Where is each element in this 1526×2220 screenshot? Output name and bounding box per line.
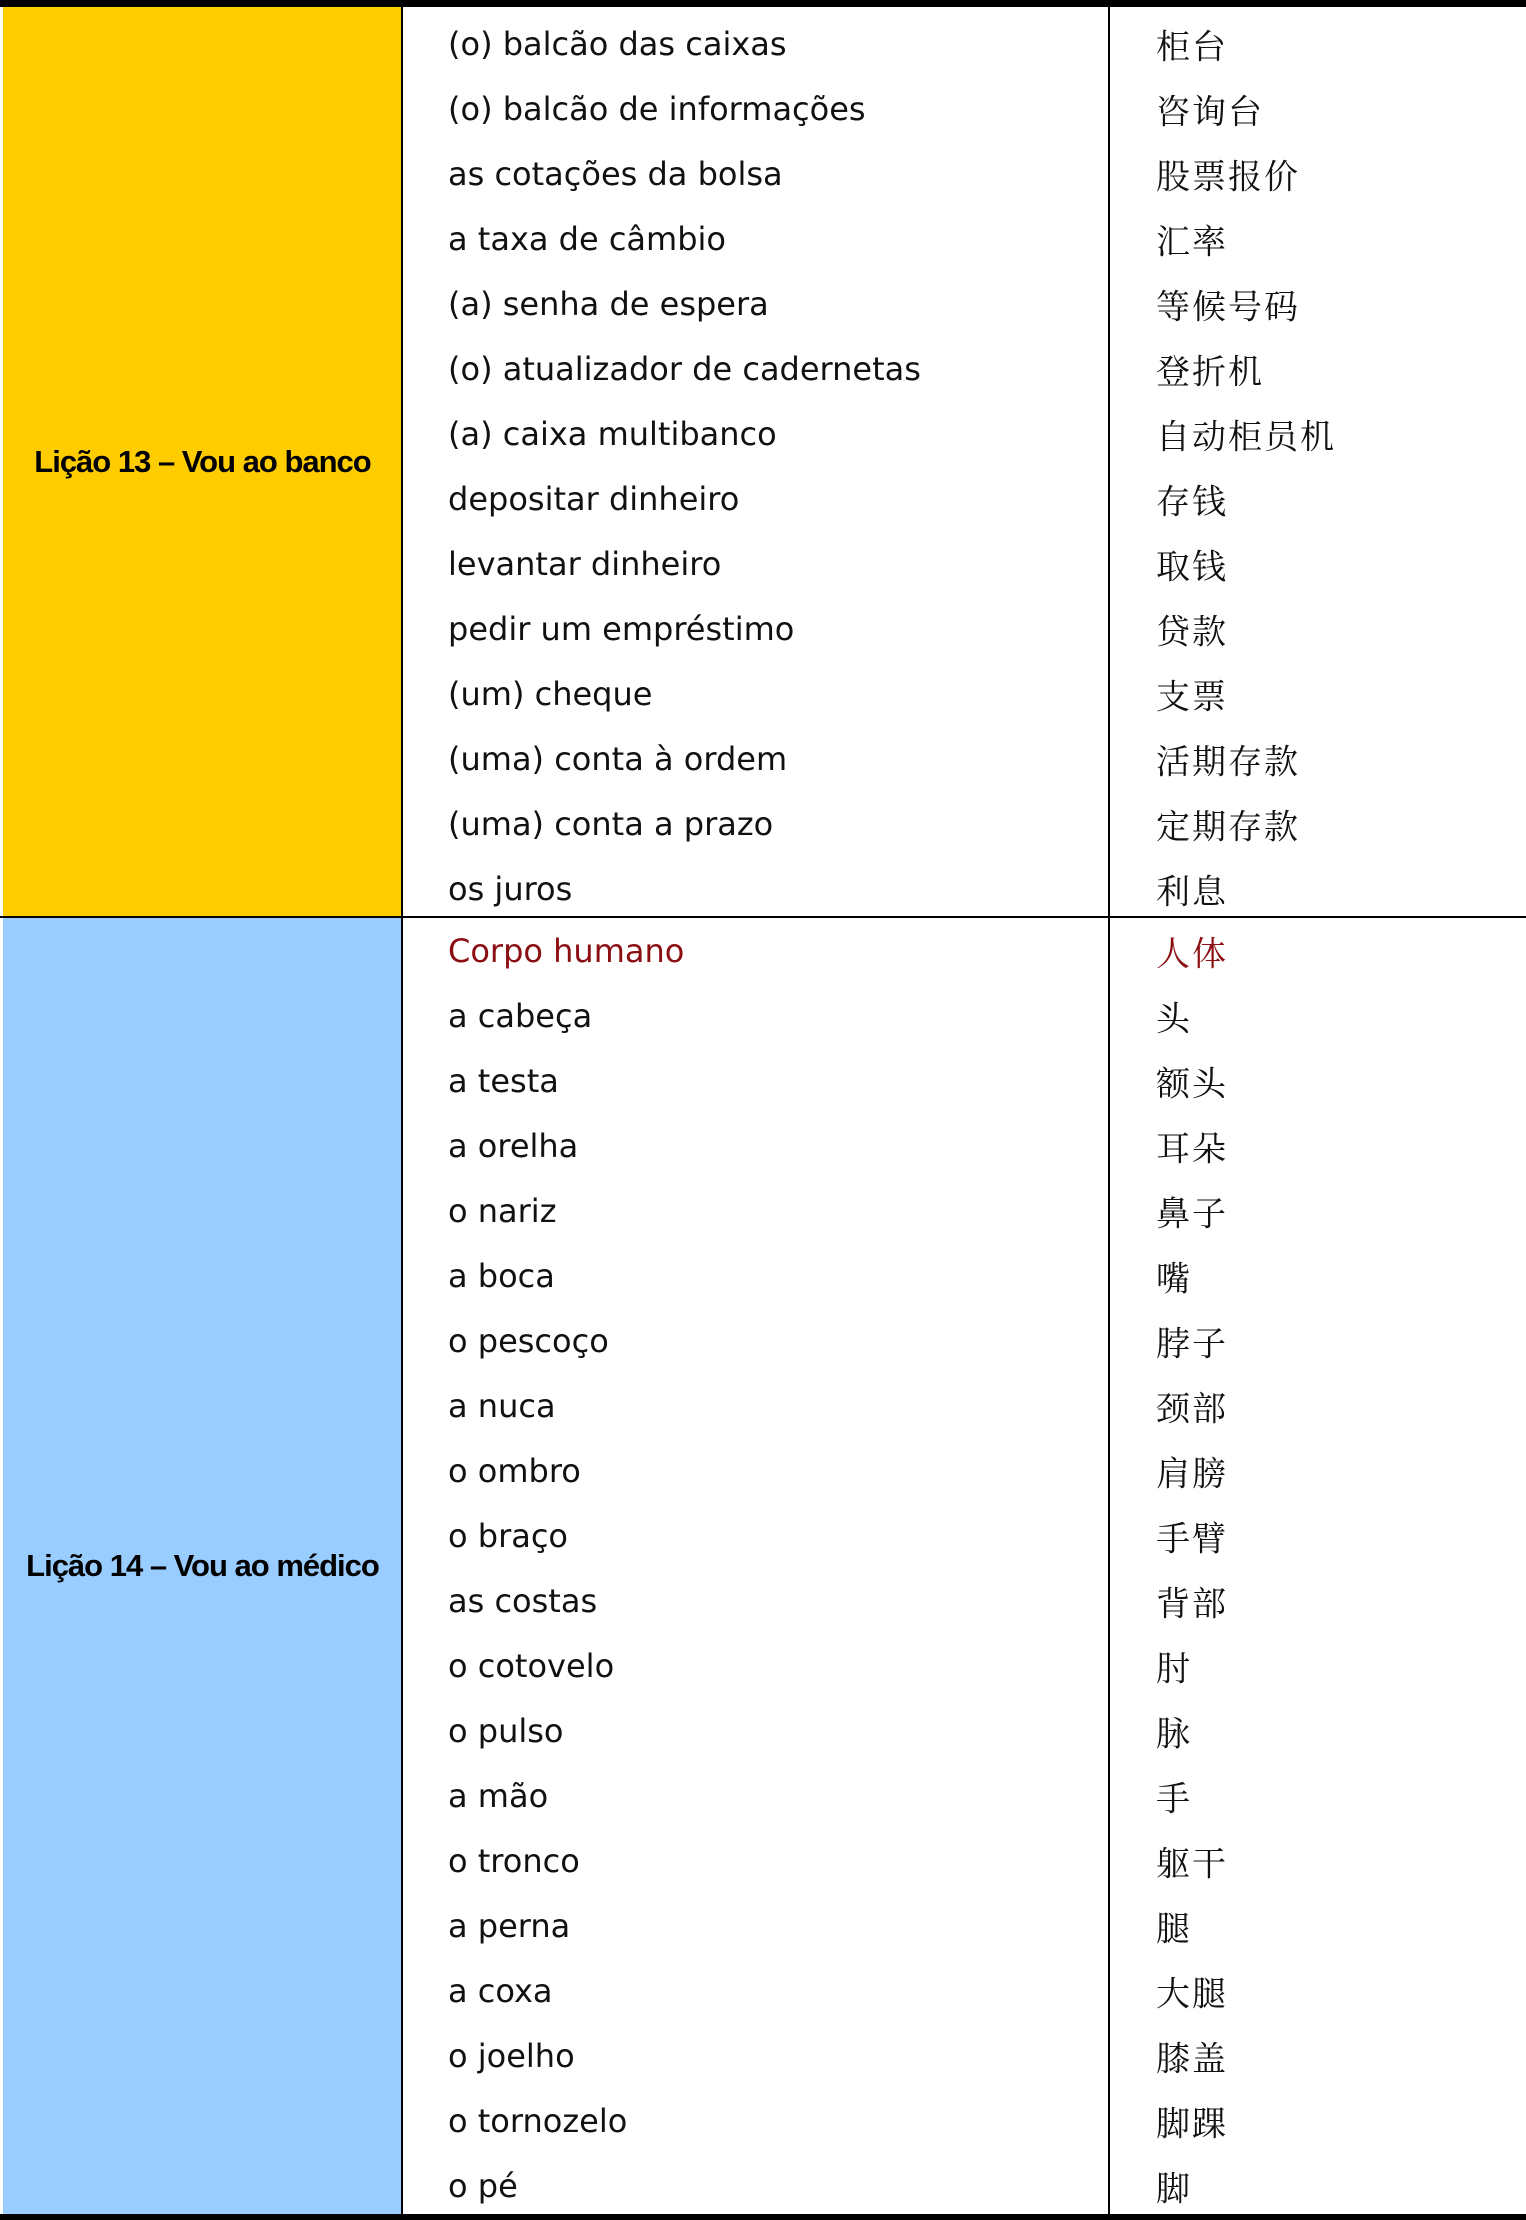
- vocab-heading-row: [403, 918, 1526, 983]
- vocab-chinese: 颈部: [1156, 1389, 1228, 1429]
- vocab-portuguese: a coxa: [448, 1971, 553, 2010]
- vocab-row: [403, 1893, 1526, 1958]
- lesson-13-rows: [403, 11, 1526, 921]
- lesson-14-section: [0, 916, 1526, 2214]
- vocab-row: [403, 76, 1526, 141]
- vocab-chinese: 取钱: [1156, 547, 1228, 587]
- vocab-chinese: 定期存款: [1156, 807, 1300, 847]
- vocab-portuguese: o cotovelo: [448, 1646, 615, 1685]
- vocab-chinese: 鼻子: [1156, 1194, 1228, 1234]
- vocab-row: [403, 1113, 1526, 1178]
- vocab-row: [403, 11, 1526, 76]
- vocab-chinese: 背部: [1156, 1584, 1228, 1624]
- vocab-chinese: 额头: [1156, 1064, 1228, 1104]
- vocab-chinese: 脖子: [1156, 1324, 1228, 1364]
- vocab-row: [403, 1503, 1526, 1568]
- vocab-portuguese: a nuca: [448, 1386, 556, 1425]
- vocab-row: [403, 141, 1526, 206]
- vocab-portuguese: o pescoço: [448, 1321, 609, 1360]
- vocab-portuguese: as cotações da bolsa: [448, 154, 783, 193]
- vocab-portuguese: o braço: [448, 1516, 568, 1555]
- vocab-portuguese: o tronco: [448, 1841, 580, 1880]
- vocab-portuguese: levantar dinheiro: [448, 544, 722, 583]
- vocab-row: [403, 856, 1526, 921]
- vocab-portuguese: (a) caixa multibanco: [448, 414, 777, 453]
- vocab-portuguese: a orelha: [448, 1126, 579, 1165]
- vocab-row: [403, 1308, 1526, 1373]
- lesson-14-label-cell: [3, 918, 402, 2214]
- vocab-heading-portuguese: Corpo humano: [448, 931, 685, 970]
- vocab-portuguese: o pulso: [448, 1711, 564, 1750]
- vocab-chinese: 躯干: [1156, 1844, 1228, 1884]
- vocab-chinese: 存钱: [1156, 482, 1228, 522]
- lesson-13-title: Lição 13 – Vou ao banco: [34, 443, 371, 479]
- vocab-portuguese: (uma) conta a prazo: [448, 804, 774, 843]
- vocab-chinese: 头: [1156, 999, 1192, 1039]
- vocab-portuguese: o nariz: [448, 1191, 557, 1230]
- vocab-chinese: 股票报价: [1156, 157, 1300, 197]
- vocab-row: [403, 1958, 1526, 2023]
- vocab-chinese: 膝盖: [1156, 2039, 1228, 2079]
- vocab-portuguese: o tornozelo: [448, 2101, 628, 2140]
- vocab-row: [403, 726, 1526, 791]
- vocab-row: [403, 1568, 1526, 1633]
- lesson-14-rows: [403, 918, 1526, 2218]
- vocab-chinese: 嘴: [1156, 1259, 1192, 1299]
- vocab-row: [403, 206, 1526, 271]
- table-top-border: [0, 0, 1526, 7]
- vocab-chinese: 贷款: [1156, 612, 1228, 652]
- vocab-chinese: 汇率: [1156, 222, 1228, 262]
- vocab-row: [403, 1243, 1526, 1308]
- vocab-row: [403, 336, 1526, 401]
- vocab-chinese: 手臂: [1156, 1519, 1228, 1559]
- vocab-chinese: 等候号码: [1156, 287, 1300, 327]
- vocab-chinese: 活期存款: [1156, 742, 1300, 782]
- vocab-portuguese: a boca: [448, 1256, 555, 1295]
- vocab-portuguese: a testa: [448, 1061, 559, 1100]
- vocab-portuguese: depositar dinheiro: [448, 479, 740, 518]
- vocab-portuguese: pedir um empréstimo: [448, 609, 795, 648]
- vocab-row: [403, 596, 1526, 661]
- vocab-portuguese: a mão: [448, 1776, 549, 1815]
- vocab-chinese: 脚: [1156, 2169, 1192, 2209]
- vocab-portuguese: (a) senha de espera: [448, 284, 769, 323]
- vocab-chinese: 支票: [1156, 677, 1228, 717]
- vocab-portuguese: a perna: [448, 1906, 571, 1945]
- vocab-chinese: 手: [1156, 1779, 1192, 1819]
- vocab-row: [403, 661, 1526, 726]
- vocab-portuguese: a taxa de câmbio: [448, 219, 726, 258]
- vocab-portuguese: o ombro: [448, 1451, 581, 1490]
- vocab-portuguese: o joelho: [448, 2036, 575, 2075]
- vocab-chinese: 脚踝: [1156, 2104, 1228, 2144]
- vocab-chinese: 柜台: [1156, 27, 1228, 67]
- vocab-row: [403, 2023, 1526, 2088]
- vocab-row: [403, 1633, 1526, 1698]
- vocab-portuguese: o pé: [448, 2166, 518, 2205]
- vocab-portuguese: os juros: [448, 869, 573, 908]
- vocab-row: [403, 791, 1526, 856]
- vocab-portuguese: (uma) conta à ordem: [448, 739, 788, 778]
- lesson-13-label-cell: [3, 7, 402, 916]
- vocab-row: [403, 1373, 1526, 1438]
- vocab-portuguese: (um) cheque: [448, 674, 653, 713]
- vocab-chinese: 腿: [1156, 1909, 1192, 1949]
- vocab-row: [403, 1178, 1526, 1243]
- vocab-row: [403, 1828, 1526, 1893]
- vocab-chinese: 耳朵: [1156, 1129, 1228, 1169]
- table-bottom-border: [0, 2214, 1526, 2220]
- vocab-row: [403, 2153, 1526, 2218]
- vocab-chinese: 脉: [1156, 1714, 1192, 1754]
- vocab-chinese: 自动柜员机: [1156, 417, 1336, 457]
- vocab-heading-chinese: 人体: [1156, 934, 1228, 974]
- vocab-portuguese: a cabeça: [448, 996, 593, 1035]
- vocab-row: [403, 983, 1526, 1048]
- vocab-chinese: 肘: [1156, 1649, 1192, 1689]
- vocab-chinese: 咨询台: [1156, 92, 1264, 132]
- lesson-13-section: [0, 7, 1526, 916]
- vocab-row: [403, 1048, 1526, 1113]
- vocab-row: [403, 271, 1526, 336]
- vocab-portuguese: (o) balcão de informações: [448, 89, 866, 128]
- lesson-14-title: Lição 14 – Vou ao médico: [26, 1548, 379, 1583]
- vocab-chinese: 利息: [1156, 872, 1228, 912]
- vocab-chinese: 登折机: [1156, 352, 1264, 392]
- vocab-row: [403, 1763, 1526, 1828]
- vocab-row: [403, 531, 1526, 596]
- vocab-row: [403, 2088, 1526, 2153]
- vocab-row: [403, 466, 1526, 531]
- vocab-row: [403, 1698, 1526, 1763]
- vocab-portuguese: (o) balcão das caixas: [448, 24, 787, 63]
- vocab-row: [403, 401, 1526, 466]
- vocab-portuguese: (o) atualizador de cadernetas: [448, 349, 921, 388]
- vocab-portuguese: as costas: [448, 1581, 598, 1620]
- vocab-chinese: 大腿: [1156, 1974, 1228, 2014]
- vocab-chinese: 肩膀: [1156, 1454, 1228, 1494]
- vocab-row: [403, 1438, 1526, 1503]
